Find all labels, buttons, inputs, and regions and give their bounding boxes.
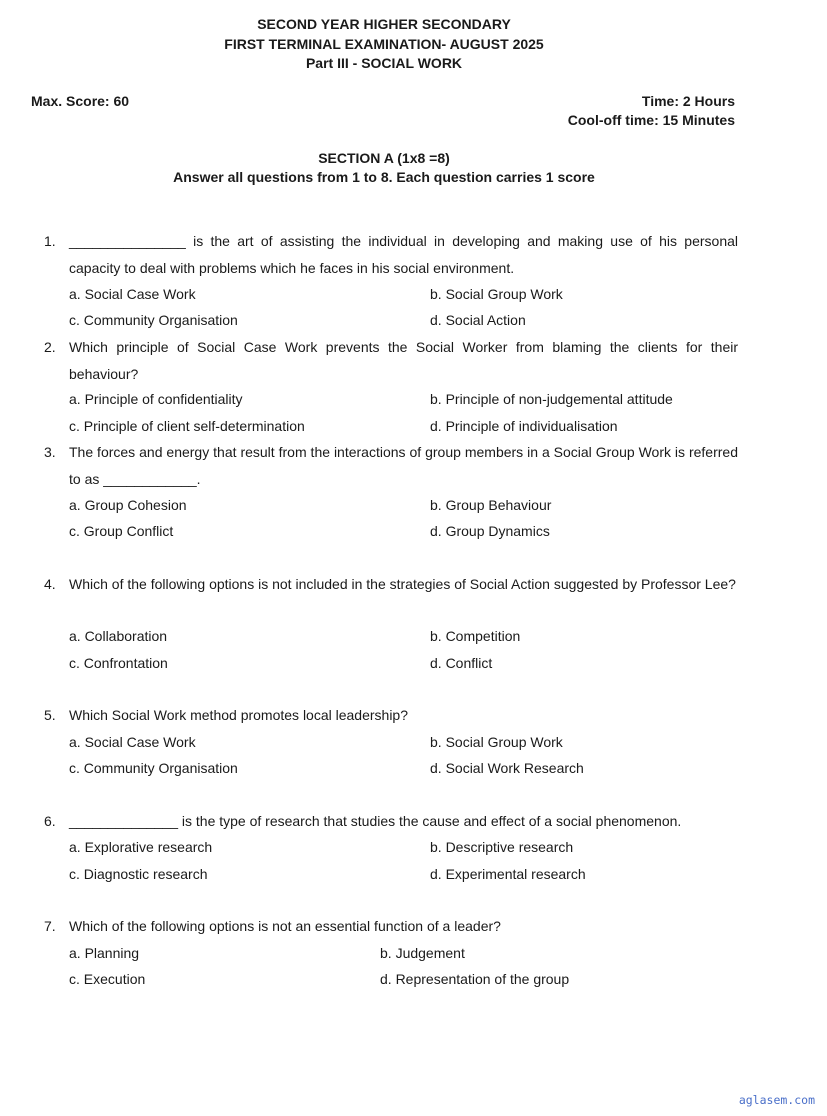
- section-title: SECTION A (1x8 =8): [318, 150, 450, 166]
- question-number: 4.: [44, 576, 56, 592]
- option-a: a. Principle of confidentiality: [69, 391, 243, 407]
- option-c: c. Principle of client self-determination: [69, 418, 305, 434]
- option-d: d. Experimental research: [430, 866, 586, 882]
- option-d: d. Social Action: [430, 312, 526, 328]
- question-number: 3.: [44, 444, 56, 460]
- question-text: Which of the following options is not an essential function of a leader?: [69, 918, 501, 934]
- option-b: b. Social Group Work: [430, 734, 563, 750]
- option-a: a. Social Case Work: [69, 286, 196, 302]
- question-number: 6.: [44, 813, 56, 829]
- exam-header-line2: FIRST TERMINAL EXAMINATION- AUGUST 2025: [224, 36, 544, 52]
- option-b: b. Principle of non-judgemental attitude: [430, 391, 673, 407]
- question-text: The forces and energy that result from the interactions of group members in a Social Group Work is referred to as ____________.: [69, 444, 738, 487]
- option-c: c. Diagnostic research: [69, 866, 208, 882]
- exam-header-line1: SECOND YEAR HIGHER SECONDARY: [257, 16, 511, 32]
- option-b: b. Judgement: [380, 945, 465, 961]
- option-d: d. Social Work Research: [430, 760, 584, 776]
- question-number: 2.: [44, 339, 56, 355]
- question-text: Which of the following options is not included in the strategies of Social Action suggested by Professor Lee?: [69, 576, 736, 592]
- option-b: b. Group Behaviour: [430, 497, 552, 513]
- option-a: a. Group Cohesion: [69, 497, 187, 513]
- option-a: a. Planning: [69, 945, 140, 961]
- option-d: d. Conflict: [430, 655, 493, 671]
- option-b: b. Social Group Work: [430, 286, 563, 302]
- option-a: a. Social Case Work: [69, 734, 196, 750]
- cool-off-time: Cool-off time: 15 Minutes: [567, 112, 735, 128]
- question-number: 1.: [44, 233, 56, 249]
- question-text: ______________ is the type of research that studies the cause and effect of a social phenomenon.: [69, 813, 682, 829]
- question-text: Which Social Work method promotes local leadership?: [69, 707, 409, 723]
- exam-header-line3: Part III - SOCIAL WORK: [305, 55, 463, 71]
- option-a: a. Explorative research: [69, 839, 213, 855]
- exam-time: Time: 2 Hours: [641, 93, 735, 109]
- watermark: aglasem.com: [738, 1093, 815, 1107]
- question-number: 5.: [44, 707, 56, 723]
- option-c: c. Community Organisation: [69, 760, 238, 776]
- option-c: c. Confrontation: [69, 655, 168, 671]
- option-c: c. Execution: [69, 971, 146, 987]
- option-b: b. Descriptive research: [430, 839, 574, 855]
- option-d: d. Group Dynamics: [430, 523, 550, 539]
- section-instruction: Answer all questions from 1 to 8. Each question carries 1 score: [173, 169, 595, 185]
- question-number: 7.: [44, 918, 56, 934]
- max-score: Max. Score: 60: [31, 93, 130, 109]
- option-d: d. Principle of individualisation: [430, 418, 618, 434]
- option-d: d. Representation of the group: [380, 971, 570, 987]
- option-c: c. Community Organisation: [69, 312, 238, 328]
- option-c: c. Group Conflict: [69, 523, 174, 539]
- option-a: a. Collaboration: [69, 628, 168, 644]
- question-text: _______________ is the art of assisting the individual in developing and making use of his personal capacity to deal with problems which he faces in his social environment.: [69, 233, 738, 276]
- option-b: b. Competition: [430, 628, 521, 644]
- question-text: Which principle of Social Case Work prevents the Social Worker from blaming the clients for their behaviour?: [69, 339, 738, 382]
